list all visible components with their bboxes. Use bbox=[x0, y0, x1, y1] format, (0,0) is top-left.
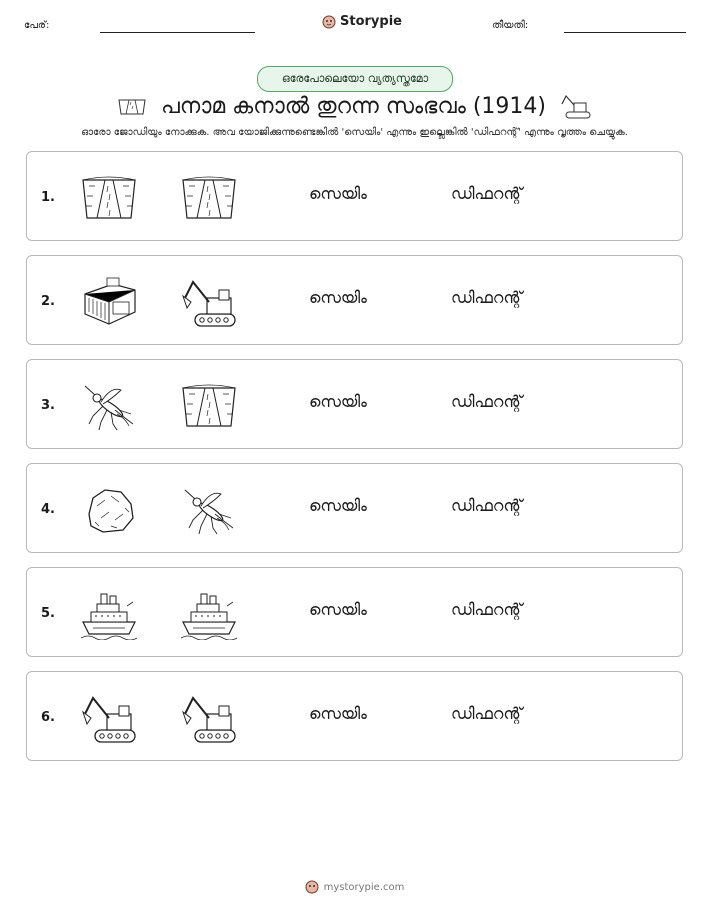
ship-icon bbox=[81, 588, 137, 640]
same-option[interactable]: സെയിം bbox=[309, 288, 367, 307]
question-card bbox=[26, 567, 683, 657]
right-picture bbox=[181, 692, 237, 744]
page-title: പനാമ കനാൽ തുറന്ന സംഭവം (1914) bbox=[160, 93, 547, 119]
question-card bbox=[26, 255, 683, 345]
canal-icon bbox=[181, 380, 237, 432]
left-picture bbox=[81, 276, 137, 328]
badge-label: ഒരേപോലെയോ വ്യത്യസ്തമോ bbox=[281, 72, 429, 85]
different-option[interactable]: ഡിഫറന്റ് bbox=[451, 600, 523, 619]
excavator-icon bbox=[560, 92, 592, 120]
name-label: പേര്: bbox=[24, 20, 50, 31]
same-option[interactable]: സെയിം bbox=[309, 600, 367, 619]
same-option[interactable]: സെയിം bbox=[309, 704, 367, 723]
same-option[interactable]: സെയിം bbox=[309, 392, 367, 411]
different-option[interactable]: ഡിഫറന്റ് bbox=[451, 704, 523, 723]
question-number: 4. bbox=[41, 502, 55, 517]
right-picture bbox=[181, 276, 237, 328]
date-field[interactable] bbox=[564, 32, 686, 33]
mascot-icon bbox=[305, 880, 319, 894]
question-number: 5. bbox=[41, 606, 55, 621]
name-field[interactable] bbox=[100, 32, 255, 33]
excavator-icon bbox=[181, 692, 237, 744]
canal-icon bbox=[117, 96, 147, 116]
ship-icon bbox=[181, 588, 237, 640]
brand-logo bbox=[322, 14, 402, 29]
right-picture bbox=[181, 380, 237, 432]
mosquito-icon bbox=[81, 380, 137, 432]
brand-name: Storypie bbox=[340, 14, 402, 29]
different-option[interactable]: ഡിഫറന്റ് bbox=[451, 392, 523, 411]
same-option[interactable]: സെയിം bbox=[309, 496, 367, 515]
question-card bbox=[26, 463, 683, 553]
question-number: 3. bbox=[41, 398, 55, 413]
date-label: തീയതി: bbox=[492, 20, 529, 31]
mascot-icon bbox=[322, 15, 336, 29]
locks-icon bbox=[81, 276, 137, 328]
left-picture bbox=[81, 588, 137, 640]
left-picture bbox=[81, 172, 137, 224]
left-picture bbox=[81, 692, 137, 744]
question-card bbox=[26, 671, 683, 761]
canal-icon bbox=[81, 172, 137, 224]
instructions: ഓരോ ജോഡിയും നോക്കുക. അവ യോജിക്കുന്നുണ്ടെങ്കിൽ 'സെയിം' എന്നും ഇല്ലെങ്കിൽ 'ഡിഫറന്റ്' എന്നും വൃത്തം ചെയ്യുക. bbox=[81, 127, 628, 138]
footer-url[interactable]: mystorypie.com bbox=[323, 881, 405, 893]
left-picture bbox=[81, 484, 137, 536]
excavator-icon bbox=[81, 692, 137, 744]
different-option[interactable]: ഡിഫറന്റ് bbox=[451, 496, 523, 515]
different-option[interactable]: ഡിഫറന്റ് bbox=[451, 288, 523, 307]
rock-icon bbox=[81, 484, 137, 536]
question-number: 1. bbox=[41, 190, 55, 205]
right-picture bbox=[181, 588, 237, 640]
question-number: 2. bbox=[41, 294, 55, 309]
mosquito-icon bbox=[181, 484, 237, 536]
canal-icon bbox=[181, 172, 237, 224]
left-picture bbox=[81, 380, 137, 432]
worksheet-type-badge bbox=[257, 66, 453, 92]
worksheet-header bbox=[0, 0, 709, 40]
question-number: 6. bbox=[41, 710, 55, 725]
right-picture bbox=[181, 172, 237, 224]
different-option[interactable]: ഡിഫറന്റ് bbox=[451, 184, 523, 203]
footer bbox=[0, 880, 709, 894]
title-row bbox=[0, 90, 709, 122]
question-card bbox=[26, 359, 683, 449]
question-card bbox=[26, 151, 683, 241]
excavator-icon bbox=[181, 276, 237, 328]
same-option[interactable]: സെയിം bbox=[309, 184, 367, 203]
right-picture bbox=[181, 484, 237, 536]
